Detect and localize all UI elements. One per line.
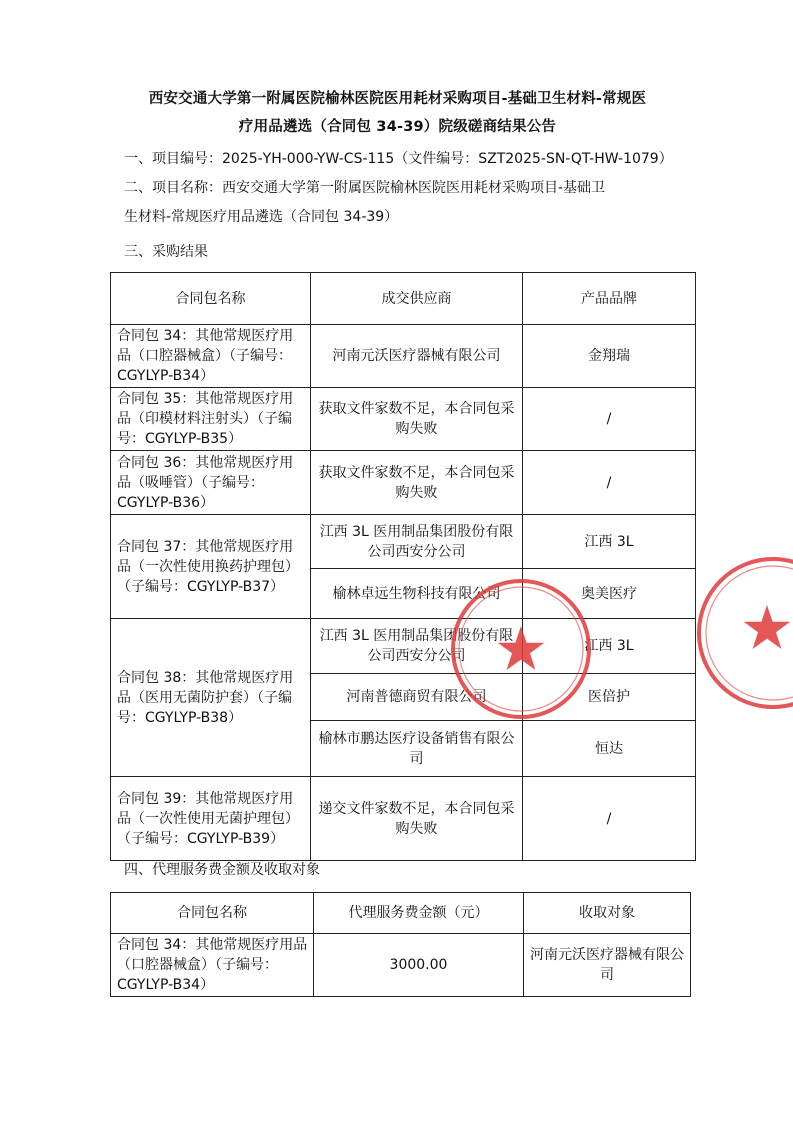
company-seal	[446, 574, 596, 724]
header-supplier: 成交供应商	[311, 273, 523, 325]
brand-36: /	[523, 451, 696, 515]
results-table	[110, 272, 696, 861]
brand-34: 金翔瑞	[523, 325, 696, 388]
package-name-34: 合同包 34：其他常规医疗用品（口腔器械盒）（子编号：CGYLYP-B34）	[111, 325, 311, 388]
supplier-39: 递交文件家数不足，本合同包采购失败	[311, 777, 523, 861]
fee-header-package-name: 合同包名称	[111, 893, 314, 934]
title-line-1: 西安交通大学第一附属医院榆林医院医用耗材采购项目-基础卫生材料-常规医	[148, 91, 647, 107]
package-name-37: 合同包 37：其他常规医疗用品（一次性使用换药护理包）（子编号：CGYLYP-B37）	[111, 515, 311, 619]
results-header-row	[111, 273, 696, 325]
table-row	[111, 325, 696, 388]
fee-table	[110, 892, 691, 997]
project-number: 一、项目编号：2025-YH-000-YW-CS-115（文件编号：SZT2025-SN-QT-HW-1079）	[124, 151, 673, 167]
page-title	[110, 85, 685, 141]
fee-package-name-34: 合同包 34：其他常规医疗用品（口腔器械盒）（子编号：CGYLYP-B34）	[111, 934, 314, 997]
package-name-39: 合同包 39：其他常规医疗用品（一次性使用无菌护理包）（子编号：CGYLYP-B39）	[111, 777, 311, 861]
fee-heading: 四、代理服务费金额及收取对象	[124, 862, 320, 878]
table-row	[111, 451, 696, 515]
supplier-38-b: 河南普德商贸有限公司	[311, 674, 523, 721]
fee-amount-34: 3000.00	[314, 934, 524, 997]
package-name-35: 合同包 35：其他常规医疗用品（印模材料注射头）（子编号：CGYLYP-B35）	[111, 388, 311, 451]
supplier-37-a: 江西 3L 医用制品集团股份有限公司西安分公司	[311, 515, 523, 569]
brand-38-c: 恒达	[523, 721, 696, 777]
supplier-35: 获取文件家数不足，本合同包采购失败	[311, 388, 523, 451]
brand-37-b: 奥美医疗	[523, 569, 696, 619]
header-brand: 产品品牌	[523, 273, 696, 325]
fee-payee-34: 河南元沃医疗器械有限公司	[524, 934, 691, 997]
table-row	[111, 388, 696, 451]
brand-35: /	[523, 388, 696, 451]
result-heading: 三、采购结果	[124, 244, 208, 260]
project-name-line-1: 二、项目名称：西安交通大学第一附属医院榆林医院医用耗材采购项目-基础卫	[124, 180, 606, 196]
table-row	[111, 515, 696, 569]
supplier-37-b: 榆林卓远生物科技有限公司	[311, 569, 523, 619]
brand-38-b: 医倍护	[523, 674, 696, 721]
fee-header-amount: 代理服务费金额（元）	[314, 893, 524, 934]
package-name-36: 合同包 36：其他常规医疗用品（吸唾管）（子编号：CGYLYP-B36）	[111, 451, 311, 515]
supplier-36: 获取文件家数不足，本合同包采购失败	[311, 451, 523, 515]
agency-seal	[693, 553, 793, 713]
package-name-38: 合同包 38：其他常规医疗用品（医用无菌防护套）（子编号：CGYLYP-B38）	[111, 619, 311, 777]
fee-header-row	[111, 893, 691, 934]
brand-39: /	[523, 777, 696, 861]
table-row	[111, 934, 691, 997]
supplier-34: 河南元沃医疗器械有限公司	[311, 325, 523, 388]
fee-header-payee: 收取对象	[524, 893, 691, 934]
table-row	[111, 619, 696, 674]
header-package-name: 合同包名称	[111, 273, 311, 325]
brand-38-a: 江西 3L	[523, 619, 696, 674]
brand-37-a: 江西 3L	[523, 515, 696, 569]
project-name-line-2: 生材料-常规医疗用品遴选（合同包 34-39）	[124, 209, 399, 225]
title-line-2: 疗用品遴选（合同包 34-39）院级磋商结果公告	[238, 119, 557, 135]
supplier-38-a: 江西 3L 医用制品集团股份有限公司西安分公司	[311, 619, 523, 674]
table-row	[111, 777, 696, 861]
supplier-38-c: 榆林市鹏达医疗设备销售有限公司	[311, 721, 523, 777]
